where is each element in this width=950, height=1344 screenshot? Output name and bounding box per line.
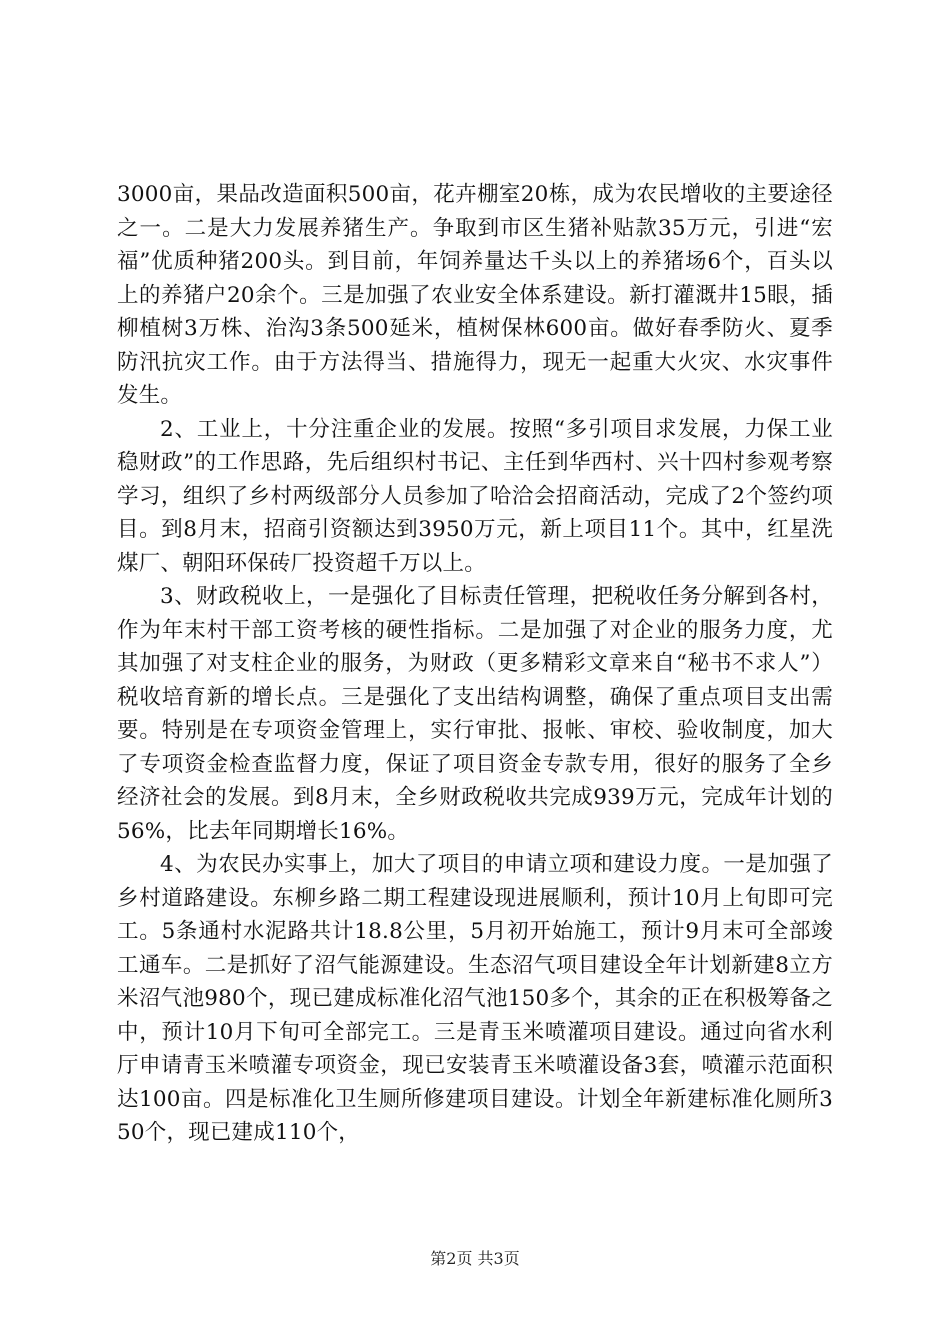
paragraph-finance-tax: 3、财政税收上，一是强化了目标责任管理，把税收任务分解到各村，作为年末村干部工资考核的硬性指标。二是加强了对企业的服务力度，尤其加强了对支柱企业的服务，为财政（更多精彩文章来自“秘书不求人”）税收培育新的增长点。三是强化了支出结构调整，确保了重点项目支出需要。特别是在专项资金管理上，实行审批、报帐、审校、验收制度，加大了专项资金检查监督力度，保证了项目资金专款专用，很好的服务了全乡经济社会的发展。到8月末，全乡财政税收共完成939万元，完成年计划的56%，比去年同期增长16%。 (117, 584, 833, 844)
document-body (117, 178, 833, 1150)
page-number-footer: 第2页 共3页 (430, 1249, 520, 1268)
paragraph-agriculture-continued: 3000亩，果品改造面积500亩，花卉棚室20栋，成为农民增收的主要途径之一。二是大力发展养猪生产。争取到市区生猪补贴款35万元，引进“宏福”优质种猪200头。到目前，年饲养量达千头以上的养猪场6个，百头以上的养猪户20余个。三是加强了农业安全体系建设。新打灌溉井15眼，插柳植树3万株、治沟3条500延米，植树保林600亩。做好春季防火、夏季防汛抗灾工作。由于方法得当、措施得力，现无一起重大火灾、水灾事件发生。 (117, 182, 833, 408)
paragraph-industry: 2、工业上，十分注重企业的发展。按照“多引项目求发展，力保工业稳财政”的工作思路，先后组织村书记、主任到华西村、兴十四村参观考察学习，组织了乡村两级部分人员参加了哈洽会招商活动，完成了2个签约项目。到8月末，招商引资额达到3950万元，新上项目11个。其中，红星洗煤厂、朝阳环保砖厂投资超千万以上。 (117, 416, 833, 576)
paragraph-farmer-projects: 4、为农民办实事上，加大了项目的申请立项和建设力度。一是加强了乡村道路建设。东柳乡路二期工程建设现进展顺利，预计10月上旬即可完工。5条通村水泥路共计18.8公里，5月初开始施工，预计9月末可全部竣工通车。二是抓好了沼气能源建设。生态沼气项目建设全年计划新建8立方米沼气池980个，现已建成标准化沼气池150多个，其余的正在积极筹备之中，预计10月下旬可全部完工。三是青玉米喷灌项目建设。通过向省水利厅申请青玉米喷灌专项资金，现已安装青玉米喷灌设备3套，喷灌示范面积达100亩。四是标准化卫生厕所修建项目建设。计划全年新建标准化厕所350个，现已建成110个， (117, 852, 833, 1145)
